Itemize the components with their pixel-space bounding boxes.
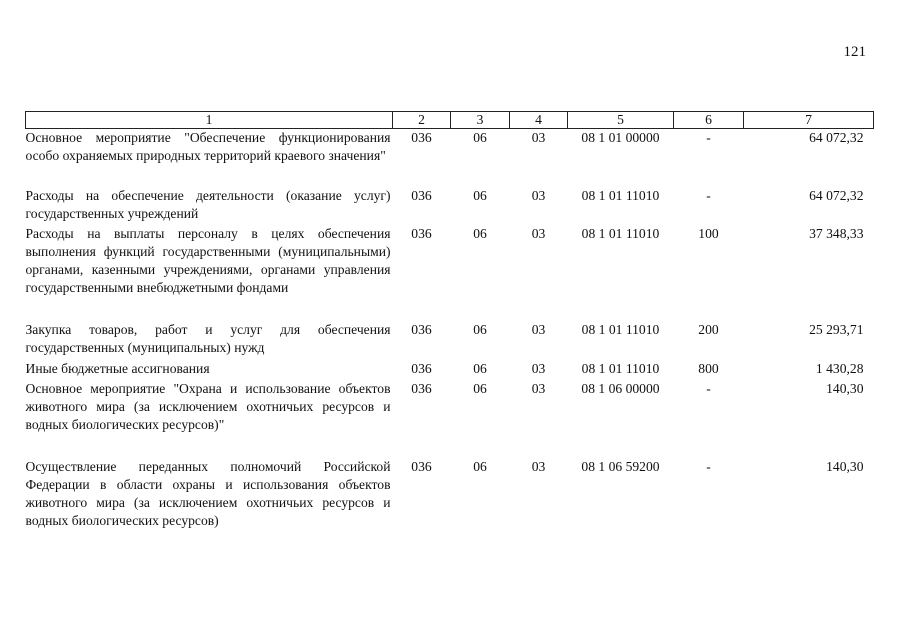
header-col-1: 1 <box>26 112 393 129</box>
row-amount: 37 348,33 <box>809 226 864 241</box>
row-code-6: 800 <box>698 361 719 376</box>
row-code-3: 06 <box>473 459 487 474</box>
header-col-6: 6 <box>674 112 744 129</box>
row-code-2: 036 <box>411 226 432 241</box>
table-row <box>26 187 874 225</box>
row-name: Основное мероприятие "Обеспечение функционирования особо охраняемых природных территорий краевого значения" <box>25 130 391 163</box>
row-code-2: 036 <box>411 361 432 376</box>
row-code-4: 03 <box>531 459 546 474</box>
row-name: Расходы на обеспечение деятельности (оказание услуг) государственных учреждений <box>25 188 391 221</box>
row-code-4: 03 <box>531 381 546 396</box>
row-code-2: 036 <box>411 130 432 145</box>
row-code-5: 08 1 01 11010 <box>581 361 660 376</box>
row-amount: 64 072,32 <box>809 188 864 203</box>
table-row <box>26 380 874 458</box>
row-name: Иные бюджетные ассигнования <box>25 361 210 376</box>
header-col-4: 4 <box>510 112 568 129</box>
row-amount: 1 430,28 <box>815 361 864 376</box>
row-code-4: 03 <box>531 188 546 203</box>
row-amount: 140,30 <box>826 459 864 474</box>
row-code-3: 06 <box>473 226 487 241</box>
row-code-6: - <box>706 459 711 474</box>
header-col-5: 5 <box>568 112 674 129</box>
row-name: Осуществление переданных полномочий Российской Федерации в области охраны и использования объектов животного мира (за исключением охотничьих ресурсов и водных биологических ресурсов) <box>25 459 391 528</box>
row-name: Расходы на выплаты персоналу в целях обеспечения выполнения функций государственными (муниципальными) органами, казенными учреждениями, органами управления государственными внебюджетными фондами <box>25 226 391 295</box>
row-code-5: 08 1 01 11010 <box>581 226 660 241</box>
row-code-2: 036 <box>411 459 432 474</box>
row-code-4: 03 <box>531 322 546 337</box>
row-code-4: 03 <box>531 130 546 145</box>
table-row <box>26 458 874 534</box>
row-code-6: 100 <box>698 226 719 241</box>
row-code-3: 06 <box>473 381 487 396</box>
row-code-2: 036 <box>411 381 432 396</box>
row-code-5: 08 1 06 00000 <box>581 381 660 396</box>
row-code-5: 08 1 01 11010 <box>581 188 660 203</box>
page-number: 121 <box>843 44 866 60</box>
row-name: Основное мероприятие "Охрана и использование объектов животного мира (за исключением охотничьих ресурсов и водных биологических ресурсов)" <box>25 381 391 432</box>
row-amount: 140,30 <box>826 381 864 396</box>
header-row <box>26 112 874 129</box>
row-code-5: 08 1 01 11010 <box>581 322 660 337</box>
row-code-6: - <box>706 188 711 203</box>
table-row <box>26 129 874 188</box>
row-code-3: 06 <box>473 322 487 337</box>
row-code-5: 08 1 01 00000 <box>581 130 660 145</box>
row-code-4: 03 <box>531 361 546 376</box>
row-code-6: - <box>706 130 711 145</box>
row-code-5: 08 1 06 59200 <box>581 459 660 474</box>
row-code-2: 036 <box>411 188 432 203</box>
header-col-2: 2 <box>393 112 451 129</box>
header-col-7: 7 <box>744 112 874 129</box>
row-code-6: 200 <box>698 322 719 337</box>
row-code-4: 03 <box>531 226 546 241</box>
header-col-3: 3 <box>451 112 510 129</box>
budget-table <box>25 111 874 534</box>
table-row <box>26 360 874 380</box>
table-row <box>26 321 874 360</box>
row-code-6: - <box>706 381 711 396</box>
row-amount: 64 072,32 <box>809 130 864 145</box>
row-code-3: 06 <box>473 130 487 145</box>
row-code-3: 06 <box>473 188 487 203</box>
row-code-2: 036 <box>411 322 432 337</box>
row-amount: 25 293,71 <box>809 322 864 337</box>
row-code-3: 06 <box>473 361 487 376</box>
table-row <box>26 225 874 321</box>
row-name: Закупка товаров, работ и услуг для обеспечения государственных (муниципальных) нужд <box>25 322 391 355</box>
